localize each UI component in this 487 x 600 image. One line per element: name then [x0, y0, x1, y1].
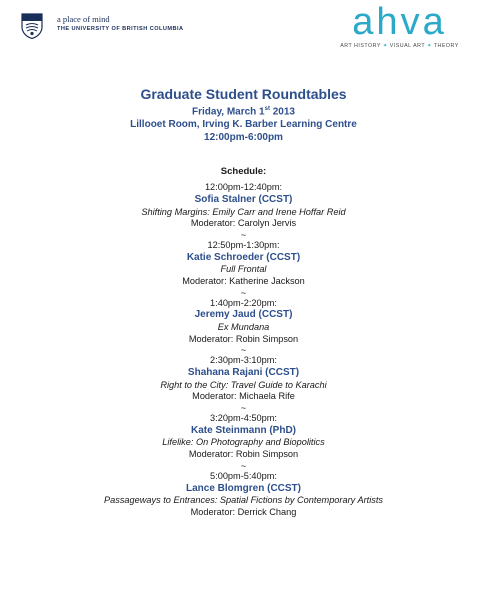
session-separator: ~ — [240, 230, 247, 241]
star-icon: ✦ — [426, 43, 432, 49]
session-paper-title: Passageways to Entrances: Spatial Fictions by Contemporary Artists — [104, 495, 383, 506]
page-title: Graduate Student Roundtables — [140, 86, 347, 102]
session-moderator: Moderator: Robin Simpson — [188, 449, 299, 460]
ubc-tagline: a place of mind — [57, 14, 110, 24]
event-hours: 12:00pm-6:00pm — [204, 132, 283, 144]
ubc-name: THE UNIVERSITY OF BRITISH COLUMBIA — [57, 26, 184, 32]
session-presenter: Kate Steinmann (PhD) — [190, 424, 296, 436]
event-date-year: 2013 — [269, 106, 295, 118]
session-presenter: Jeremy Jaud (CCST) — [194, 309, 293, 321]
session-presenter: Katie Schroeder (CCST) — [186, 251, 301, 263]
session-time: 2:30pm-3:10pm: — [210, 355, 277, 366]
session-time: 1:40pm-2:20pm: — [210, 297, 277, 308]
event-location: Lillooet Room, Irving K. Barber Learning Centre — [130, 119, 357, 131]
event-date-ordinal: st — [264, 106, 270, 112]
star-icon: ✦ — [382, 43, 388, 49]
ubc-crest-logo — [21, 13, 43, 39]
session-paper-title: Right to the City: Travel Guide to Karachi — [160, 379, 327, 390]
session-time: 12:00pm-12:40pm: — [204, 182, 283, 193]
ahva-logo — [327, 2, 472, 50]
session-moderator: Moderator: Robin Simpson — [188, 333, 299, 344]
session-presenter: Shahana Rajani (CCST) — [187, 367, 300, 379]
ahva-sub-art-history: ART HISTORY — [340, 43, 381, 49]
session-time: 5:00pm-5:40pm: — [210, 470, 277, 481]
session-1 — [0, 182, 487, 240]
session-time: 12:50pm-1:30pm: — [207, 240, 280, 251]
session-paper-title: Lifelike: On Photography and Biopolitics — [162, 437, 325, 448]
event-date — [0, 103, 487, 118]
session-moderator: Moderator: Carolyn Jervis — [190, 218, 297, 229]
session-moderator: Moderator: Derrick Chang — [190, 506, 297, 517]
session-4 — [0, 355, 487, 413]
session-moderator: Moderator: Katherine Jackson — [182, 276, 305, 287]
ahva-wordmark: ahva — [352, 1, 447, 43]
session-separator: ~ — [240, 345, 247, 356]
session-2 — [0, 240, 487, 298]
session-paper-title: Shifting Margins: Emily Carr and Irene Hoffar Reid — [141, 206, 346, 217]
session-time: 3:20pm-4:50pm: — [210, 413, 277, 424]
session-5 — [0, 413, 487, 471]
ahva-sub-visual-art: VISUAL ART — [389, 43, 425, 49]
event-date-prefix: Friday, March 1 — [192, 106, 265, 118]
page-header — [0, 0, 487, 60]
session-separator: ~ — [240, 287, 247, 298]
session-3 — [0, 298, 487, 356]
session-paper-title: Ex Mundana — [217, 322, 270, 333]
session-moderator: Moderator: Michaela Rife — [192, 391, 295, 402]
session-6 — [0, 471, 487, 519]
session-presenter: Sofia Stalner (CCST) — [194, 194, 293, 206]
session-presenter: Lance Blomgren (CCST) — [185, 482, 301, 494]
ahva-subtitle — [327, 42, 472, 50]
session-separator: ~ — [240, 460, 247, 471]
document-body — [0, 86, 487, 519]
session-separator: ~ — [240, 403, 247, 414]
session-paper-title: Full Frontal — [220, 264, 267, 275]
ahva-sub-theory: THEORY — [433, 43, 459, 49]
ubc-wordmark — [57, 14, 183, 33]
schedule-heading: Schedule: — [220, 166, 267, 178]
